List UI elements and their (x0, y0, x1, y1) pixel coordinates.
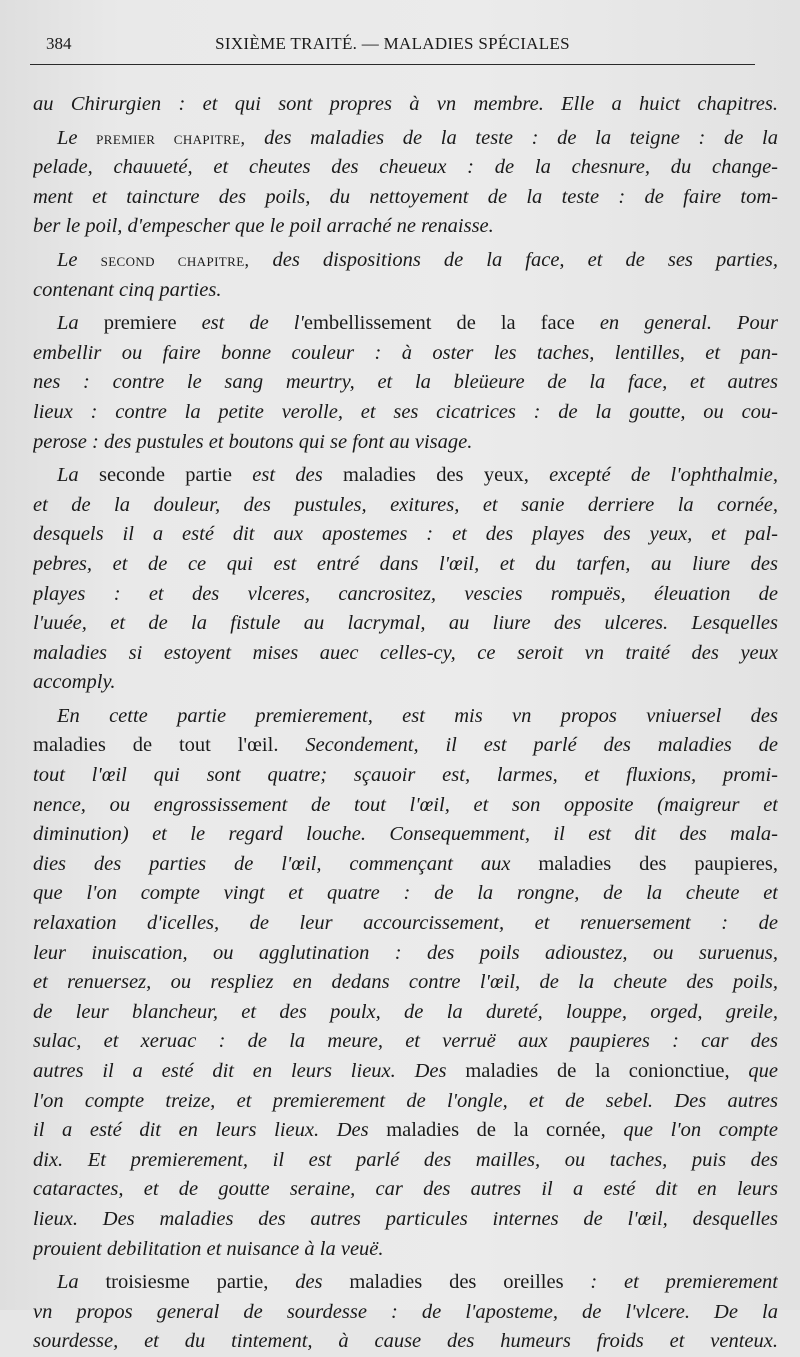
page-number: 384 (46, 34, 72, 53)
body-text (33, 90, 778, 1357)
text-line: nes : contre le sang meurtry, et la bleüeure de la face, et autres (33, 371, 778, 394)
text-line: de leur blancheur, et des poulx, de la dureté, louppe, orged, greile, (33, 1000, 778, 1023)
text-line: relaxation d'icelles, de leur accourcissement, et renuersement : de (33, 912, 778, 935)
text-line: il a esté dit en leurs lieux. Des maladies de la cornée, que l'on compte (33, 1119, 778, 1142)
text-line: contenant cinq parties. (33, 278, 222, 301)
text-line: au Chirurgien : et qui sont propres à vn membre. Elle a huict chapitres. (33, 93, 778, 115)
text-line: maladies de tout l'œil. Secondement, il est parlé des maladies de (33, 734, 778, 757)
text-line: sourdesse, et du tintement, à cause des humeurs froids et venteux. (33, 1330, 778, 1353)
text-line: lieux : contre la petite verolle, et ses cicatrices : de la goutte, ou cou- (33, 400, 778, 423)
text-line: l'uuée, et de la fistule au lacrymal, au liure des ulceres. Lesquelles (33, 612, 778, 635)
text-line: pebres, et de ce qui est entré dans l'œil, et du tarfen, au liure des (33, 552, 778, 575)
text-line: Le second chapitre, des dispositions de la face, et de ses parties, (57, 248, 778, 271)
page-header (30, 30, 755, 65)
text-line: vn propos general de sourdesse : de l'aposteme, de l'vlcere. De la (33, 1300, 778, 1323)
text-line: leur inuiscation, ou agglutination : des poils adioustez, ou suruenus, (33, 941, 778, 964)
text-line: maladies si estoyent mises auec celles-cy, ce seroit vn traité des yeux (33, 641, 778, 664)
text-line: dix. Et premierement, il est parlé des mailles, ou taches, puis des (33, 1148, 778, 1171)
text-line: et de la douleur, des pustules, exitures, et sanie derriere la cornée, (33, 493, 778, 516)
text-line: prouient debilitation et nuisance à la veuë. (33, 1237, 384, 1260)
text-line: desquels il a esté dit aux apostemes : et des playes des yeux, et pal- (33, 523, 778, 546)
text-line: La troisiesme partie, des maladies des oreilles : et premierement (57, 1271, 778, 1294)
text-line: tout l'œil qui sont quatre; sçauoir est, larmes, et fluxions, promi- (33, 764, 778, 787)
text-line: l'on compte treize, et premierement de l'ongle, et de sebel. Des autres (33, 1089, 778, 1112)
text-line: pelade, chauueté, et cheutes des cheueux : de la chesnure, du change- (33, 156, 778, 179)
text-line: lieux. Des maladies des autres particules internes de l'œil, desquelles (33, 1207, 778, 1230)
text-line: diminution) et le regard louche. Consequemment, il est dit des mala- (33, 823, 778, 846)
text-line: La seconde partie est des maladies des yeux, excepté de l'ophthalmie, (57, 464, 778, 487)
text-line: En cette partie premierement, est mis vn propos vniuersel des (57, 704, 778, 727)
text-line: dies des parties de l'œil, commençant aux maladies des paupieres, (33, 852, 778, 875)
text-line: playes : et des vlceres, cancrositez, vescies rompuës, éleuation de (33, 582, 778, 605)
text-line: sulac, et xeruac : de la meure, et verruë aux paupieres : car des (33, 1030, 778, 1053)
text-line: ber le poil, d'empescher que le poil arraché ne renaisse. (33, 215, 494, 238)
text-line: perose : des pustules et boutons qui se font au visage. (33, 430, 473, 453)
text-line: nence, ou engrossissement de tout l'œil, et son opposite (maigreur et (33, 793, 778, 816)
running-title: SIXIÈME TRAITÉ. — MALADIES SPÉCIALES (215, 34, 570, 53)
text-line: accomply. (33, 671, 116, 694)
text-line: que l'on compte vingt et quatre : de la rongne, de la cheute et (33, 882, 778, 905)
text-line: autres il a esté dit en leurs lieux. Des maladies de la conionctiue, que (33, 1060, 778, 1082)
text-line: Le premier chapitre, des maladies de la teste : de la teigne : de la (57, 126, 778, 149)
text-line: La premiere est de l'embellissement de la face en general. Pour (57, 312, 778, 335)
text-line: cataractes, et de goutte seraine, car des autres il a esté dit en leurs (33, 1178, 778, 1201)
text-line: ment et taincture des poils, du nettoyement de la teste : de faire tom- (33, 185, 778, 208)
text-line: et renuersez, ou respliez en dedans contre l'œil, de la cheute des poils, (33, 971, 778, 994)
text-line: embellir ou faire bonne couleur : à oster les taches, lentilles, et pan- (33, 341, 778, 364)
